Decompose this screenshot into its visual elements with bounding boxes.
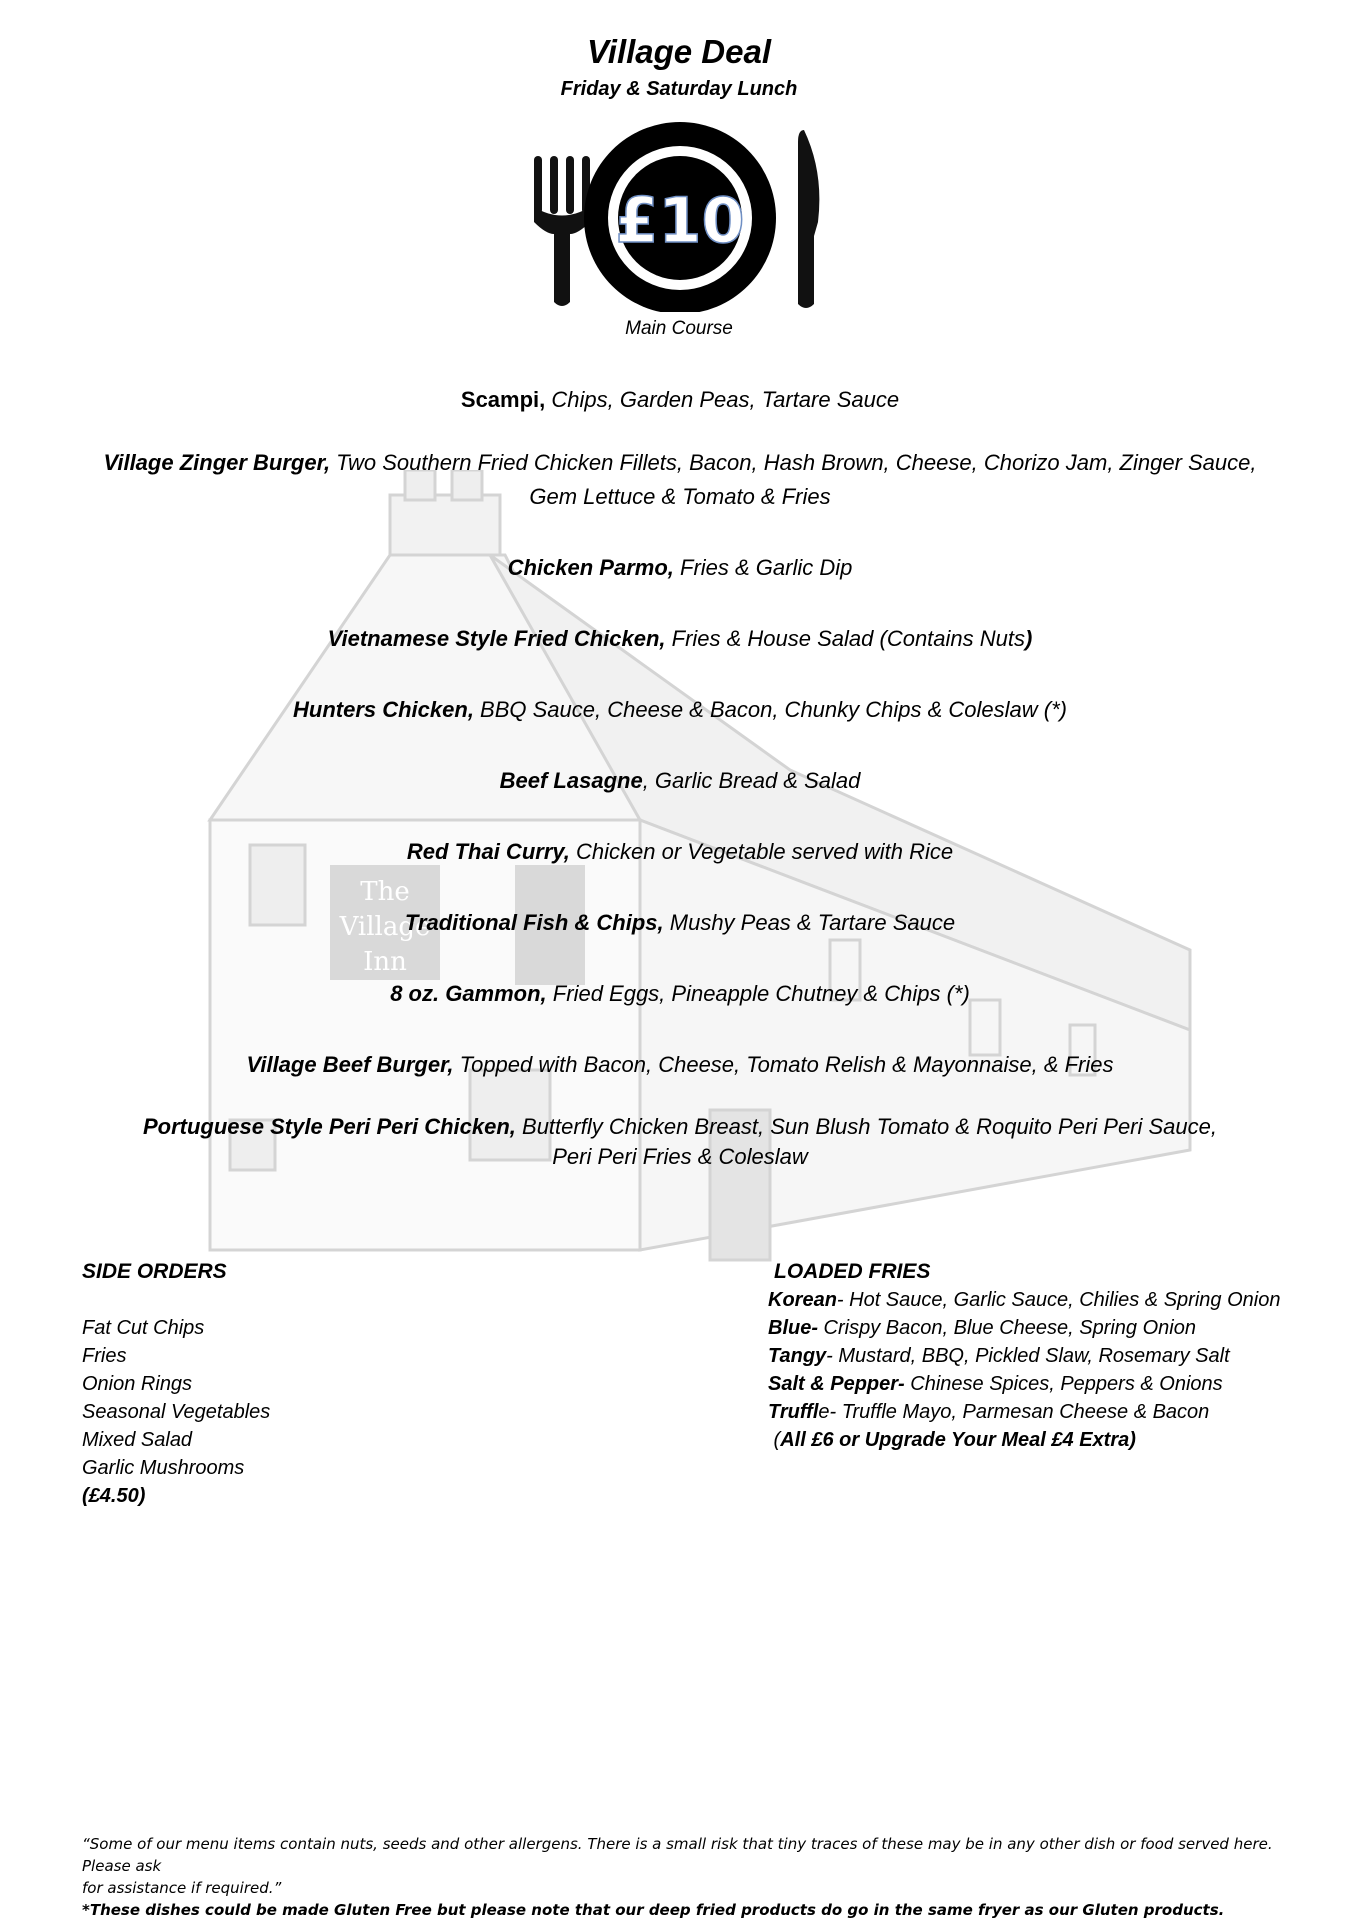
menu-title: Village Deal	[586, 33, 772, 70]
section-main-course: Main Course	[625, 318, 733, 339]
loaded-fries-name: Tangy	[768, 1345, 827, 1367]
dish-name: 8 oz. Gammon,	[390, 981, 547, 1006]
menu-subtitle: Friday & Saturday Lunch	[560, 78, 798, 100]
dish-name: Village Beef Burger,	[246, 1052, 454, 1077]
loaded-fries-item	[768, 1286, 1280, 1314]
allergen-notice-line2: for assistance if required.”	[82, 1879, 282, 1897]
dish-red-thai-curry	[90, 835, 1270, 869]
dish-village-zinger-burger	[90, 446, 1270, 514]
dish-description: , Garlic Bread & Salad	[642, 768, 861, 793]
loaded-fries-note-open: (	[768, 1429, 781, 1451]
dish-description-line2: Gem Lettuce & Tomato & Fries	[529, 484, 831, 509]
fork-icon	[534, 156, 590, 306]
dish-description: Chicken or Vegetable served with Rice	[569, 839, 954, 864]
dish-name: Vietnamese Style Fried Chicken,	[327, 626, 666, 651]
loaded-fries-item	[768, 1398, 1280, 1426]
dish-description: Fries & House Salad (Contains Nuts	[665, 626, 1026, 651]
dish-description: Mushy Peas & Tartare Sauce	[663, 910, 956, 935]
plate-cutlery-logo	[528, 112, 828, 312]
knife-icon	[798, 130, 819, 308]
loaded-fries-name: Truffl	[768, 1401, 819, 1423]
sign-word-village: Village	[339, 912, 431, 942]
dish-fish-and-chips	[90, 906, 1270, 940]
dish-description: Butterfly Chicken Breast, Sun Blush Tomato & Roquito Peri Peri Sauce,	[515, 1114, 1217, 1139]
loaded-fries-price-note: All £6 or Upgrade Your Meal £4 Extra)	[780, 1429, 1136, 1451]
dish-description: BBQ Sauce, Cheese & Bacon, Chunky Chips & Coleslaw (*)	[473, 697, 1067, 722]
dish-name: Traditional Fish & Chips,	[404, 910, 664, 935]
loaded-fries-name: Blue-	[768, 1317, 818, 1339]
dish-name: Red Thai Curry,	[406, 839, 570, 864]
allergen-footer	[82, 1833, 1282, 1921]
sign-word-the: The	[360, 877, 410, 907]
loaded-fries-desc: e- Truffle Mayo, Parmesan Cheese & Bacon	[818, 1401, 1210, 1423]
plate-icon	[584, 122, 776, 312]
loaded-fries-desc: Crispy Bacon, Blue Cheese, Spring Onion	[818, 1317, 1196, 1339]
loaded-fries-name: Salt & Pepper-	[768, 1373, 905, 1395]
dish-description: Chips, Garden Peas, Tartare Sauce	[545, 387, 900, 412]
menu-header	[0, 30, 1358, 104]
loaded-fries	[768, 1258, 1280, 1454]
dish-peri-peri-chicken	[90, 1112, 1270, 1172]
loaded-fries-item	[768, 1370, 1280, 1398]
dish-description: Topped with Bacon, Cheese, Tomato Relish & Mayonnaise, & Fries	[453, 1052, 1114, 1077]
dish-chicken-parmo	[90, 551, 1270, 585]
dish-name: Village Zinger Burger,	[103, 450, 331, 475]
side-orders	[82, 1258, 270, 1510]
allergen-notice-line1: “Some of our menu items contain nuts, seeds and other allergens. There is a small risk that tiny traces of these may be in any other dish or food served here. Please ask	[82, 1835, 1273, 1875]
loaded-fries-note	[768, 1426, 1280, 1454]
loaded-fries-name: Korean	[768, 1289, 837, 1311]
loaded-fries-desc: - Mustard, BBQ, Pickled Slaw, Rosemary Salt	[826, 1345, 1230, 1367]
dish-gammon	[90, 977, 1270, 1011]
side-item: Fat Cut Chips	[82, 1317, 205, 1339]
dish-name: Portuguese Style Peri Peri Chicken,	[142, 1114, 516, 1139]
dish-scampi	[90, 383, 1270, 417]
loaded-fries-item	[768, 1342, 1280, 1370]
dish-description-line2: Peri Peri Fries & Coleslaw	[552, 1144, 808, 1169]
dish-name: Chicken Parmo,	[507, 555, 674, 580]
sign-word-inn: Inn	[363, 947, 407, 977]
loaded-fries-desc: Chinese Spices, Peppers & Onions	[904, 1373, 1223, 1395]
dish-description: Fried Eggs, Pineapple Chutney & Chips (*)	[546, 981, 970, 1006]
side-item: Mixed Salad	[82, 1429, 193, 1451]
dish-description: Fries & Garlic Dip	[673, 555, 853, 580]
gluten-free-notice: *These dishes could be made Gluten Free but please note that our deep fried products do go in the same fryer as our Gluten products.	[82, 1901, 1225, 1919]
dish-name: Scampi,	[460, 387, 546, 412]
price-badge: £10	[615, 184, 745, 257]
dish-description-tail: )	[1025, 626, 1033, 651]
dish-vietnamese-chicken	[90, 622, 1270, 656]
dish-name: Hunters Chicken,	[293, 697, 474, 722]
dish-name: Beef Lasagne	[499, 768, 643, 793]
side-item: Onion Rings	[82, 1373, 193, 1395]
dish-village-beef-burger	[90, 1048, 1270, 1082]
dish-beef-lasagne	[90, 764, 1270, 798]
side-item: Fries	[82, 1345, 127, 1367]
loaded-fries-heading: LOADED FRIES	[774, 1260, 931, 1283]
dish-description: Two Southern Fried Chicken Fillets, Bacon, Hash Brown, Cheese, Chorizo Jam, Zinger Sauce,	[330, 450, 1257, 475]
loaded-fries-desc: - Hot Sauce, Garlic Sauce, Chilies & Spring Onion	[836, 1289, 1281, 1311]
loaded-fries-item	[768, 1314, 1280, 1342]
side-orders-price: (£4.50)	[82, 1485, 146, 1507]
side-orders-heading: SIDE ORDERS	[82, 1260, 227, 1283]
side-item: Garlic Mushrooms	[82, 1457, 245, 1479]
side-item: Seasonal Vegetables	[82, 1401, 271, 1423]
dish-hunters-chicken	[90, 693, 1270, 727]
